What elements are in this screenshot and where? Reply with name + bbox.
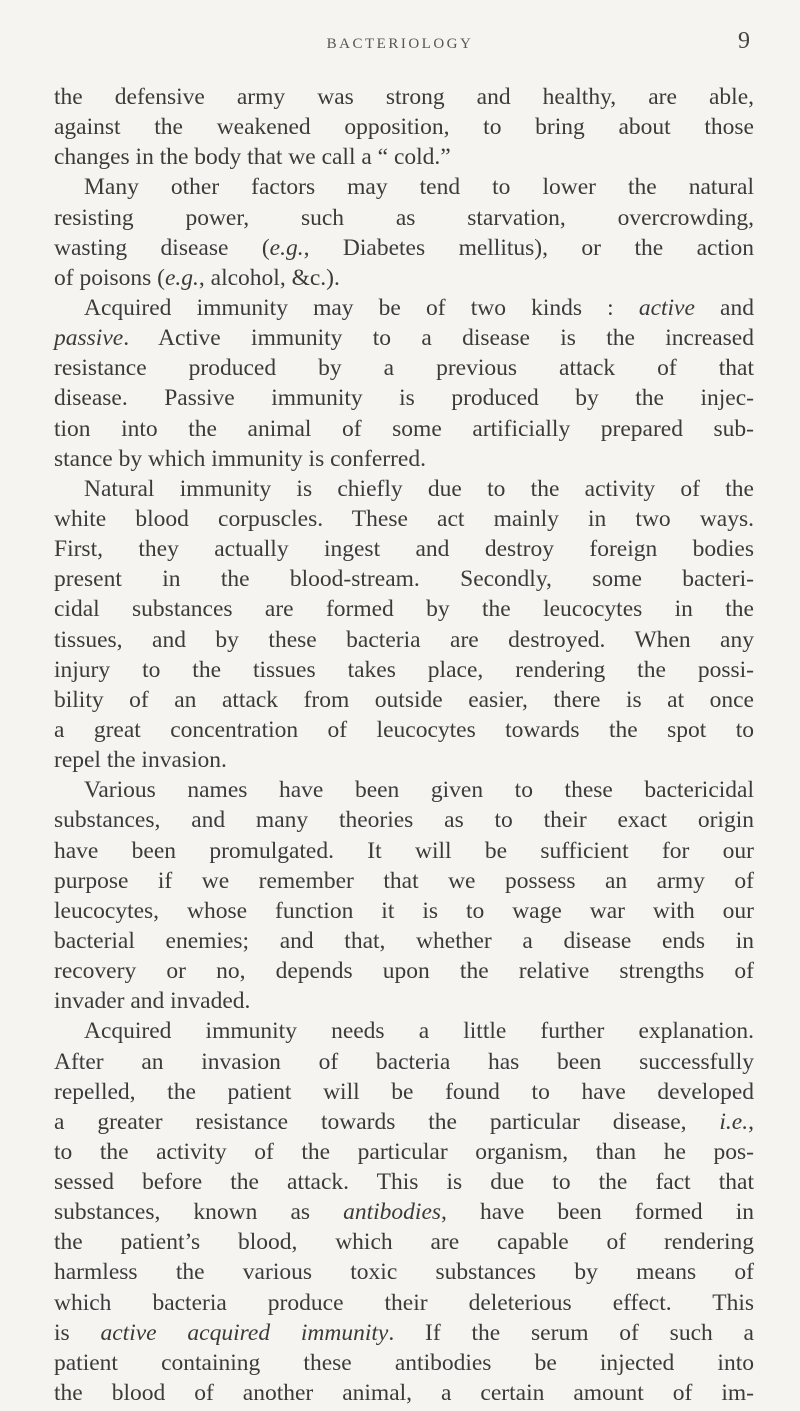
text-line [54, 926, 754, 956]
text-segment: is [54, 1319, 101, 1346]
text-segment: repelled, the patient will be found to have developed [54, 1078, 754, 1105]
text-segment: Various names have been given to these bactericidal [84, 777, 754, 804]
italic-text: active acquired immunity [100, 1319, 389, 1346]
text-segment: First, they actually ingest and destroy foreign bodies [54, 536, 754, 563]
text-line [54, 444, 754, 474]
text-segment: sessed before the attack. This is due to the fact that [54, 1169, 754, 1196]
text-line [54, 685, 754, 715]
page-number: 9 [738, 28, 750, 54]
text-line [54, 745, 754, 775]
text-line [54, 1257, 754, 1287]
text-segment: recovery or no, depends upon the relative strengths of [54, 958, 754, 985]
text-line [54, 1137, 754, 1167]
text-segment: a great concentration of leucocytes towards the spot to [54, 716, 754, 743]
text-line [54, 1288, 754, 1318]
text-line [54, 896, 754, 926]
text-segment: injury to the tissues takes place, rendering the possi- [54, 656, 754, 683]
text-line [54, 866, 754, 896]
text-segment: patient containing these antibodies be injected into [54, 1349, 754, 1376]
text-segment: . Active immunity to a disease is the increased [123, 325, 754, 352]
text-segment: of poisons ( [54, 264, 165, 291]
text-segment: white blood corpuscles. These act mainly in two ways. [54, 505, 754, 532]
text-segment: Many other factors may tend to lower the natural [84, 174, 754, 201]
text-line [54, 655, 754, 685]
text-line [54, 956, 754, 986]
text-segment: bility of an attack from outside easier, there is at once [54, 686, 754, 713]
text-segment: bacterial enemies; and that, whether a disease ends in [54, 927, 754, 954]
text-line [54, 323, 754, 353]
text-segment: substances, known as [54, 1199, 344, 1226]
text-line [54, 353, 754, 383]
text-segment: Natural immunity is chiefly due to the activity of the [84, 475, 754, 502]
running-head: BACTERIOLOGY [326, 36, 474, 52]
italic-text: active [638, 294, 695, 321]
text-line [54, 715, 754, 745]
text-segment: substances, and many theories as to their exact origin [54, 807, 754, 834]
text-segment: and [694, 294, 754, 321]
text-line [54, 82, 754, 112]
text-segment: , Diabetes mellitus), or the action [303, 234, 755, 261]
text-segment: present in the blood-stream. Secondly, some bacteri- [54, 566, 754, 593]
text-segment: the defensive army was strong and healthy, are able, [54, 84, 754, 110]
text-line [54, 1047, 754, 1077]
text-segment: which bacteria produce their deleterious effect. This [54, 1289, 754, 1316]
text-segment: disease. Passive immunity is produced by the injec- [54, 385, 754, 412]
text-line [54, 775, 754, 805]
text-segment: cidal substances are formed by the leucocytes in the [54, 596, 754, 623]
text-line [54, 1227, 754, 1257]
text-segment: have been promulgated. It will be sufficient for our [54, 837, 754, 864]
text-line [54, 112, 754, 142]
text-line [54, 1318, 754, 1348]
text-line [54, 474, 754, 504]
text-segment: repel the invasion. [54, 747, 227, 774]
text-line [54, 534, 754, 564]
text-segment: stance by which immunity is conferred. [54, 445, 426, 472]
italic-text: antibodies [343, 1199, 442, 1226]
text-segment: . If the serum of such a [388, 1319, 754, 1346]
text-segment: Acquired immunity may be of two kinds : [84, 294, 639, 321]
text-segment: the patient’s blood, which are capable of rendering [54, 1229, 754, 1256]
text-line [54, 836, 754, 866]
text-segment: resistance produced by a previous attack of that [54, 355, 754, 382]
text-line [54, 1378, 754, 1408]
text-line [54, 1107, 754, 1137]
text-line [54, 805, 754, 835]
italic-text: e.g. [269, 234, 304, 261]
text-line [54, 1197, 754, 1227]
text-line [54, 172, 754, 202]
text-line [54, 1016, 754, 1046]
text-line [54, 263, 754, 293]
text-line [54, 1348, 754, 1378]
text-line [54, 233, 754, 263]
italic-text: i.e. [719, 1108, 749, 1135]
text-segment: , have been formed in [441, 1199, 754, 1226]
text-segment: wasting disease ( [54, 234, 270, 261]
text-segment: Acquired immunity needs a little further explanation. [84, 1018, 754, 1045]
text-segment: After an invasion of bacteria has been successfully [54, 1048, 754, 1075]
text-line [54, 594, 754, 624]
text-segment: tion into the animal of some artificially prepared sub- [54, 415, 754, 442]
text-line [54, 383, 754, 413]
text-line [54, 203, 754, 233]
text-line [54, 1167, 754, 1197]
text-line [54, 625, 754, 655]
text-segment: the blood of another animal, a certain amount of im- [54, 1380, 754, 1407]
text-segment: to the activity of the particular organism, than he pos- [54, 1138, 754, 1165]
text-segment: leucocytes, whose function it is to wage war with our [54, 897, 754, 924]
text-segment: tissues, and by these bacteria are destroyed. When any [54, 626, 754, 653]
text-segment: resisting power, such as starvation, overcrowding, [54, 204, 754, 231]
text-segment: a greater resistance towards the particular disease, [54, 1108, 720, 1135]
text-segment: against the weakened opposition, to bring about those [54, 114, 754, 141]
text-line [54, 414, 754, 444]
text-line [54, 142, 754, 172]
text-line [54, 504, 754, 534]
text-segment: invader and invaded. [54, 988, 251, 1015]
text-line [54, 986, 754, 1016]
page-header [0, 8, 800, 54]
text-segment: , alcohol, &c.). [198, 264, 340, 291]
text-line [54, 564, 754, 594]
text-segment: changes in the body that we call a “ cold.” [54, 144, 451, 171]
text-line [54, 293, 754, 323]
body-text [54, 82, 754, 1408]
text-segment: , [748, 1108, 754, 1135]
text-segment: purpose if we remember that we possess an army of [54, 867, 754, 894]
text-segment: harmless the various toxic substances by means of [54, 1259, 754, 1286]
italic-text: passive [54, 325, 124, 352]
italic-text: e.g. [164, 264, 199, 291]
text-line [54, 1077, 754, 1107]
